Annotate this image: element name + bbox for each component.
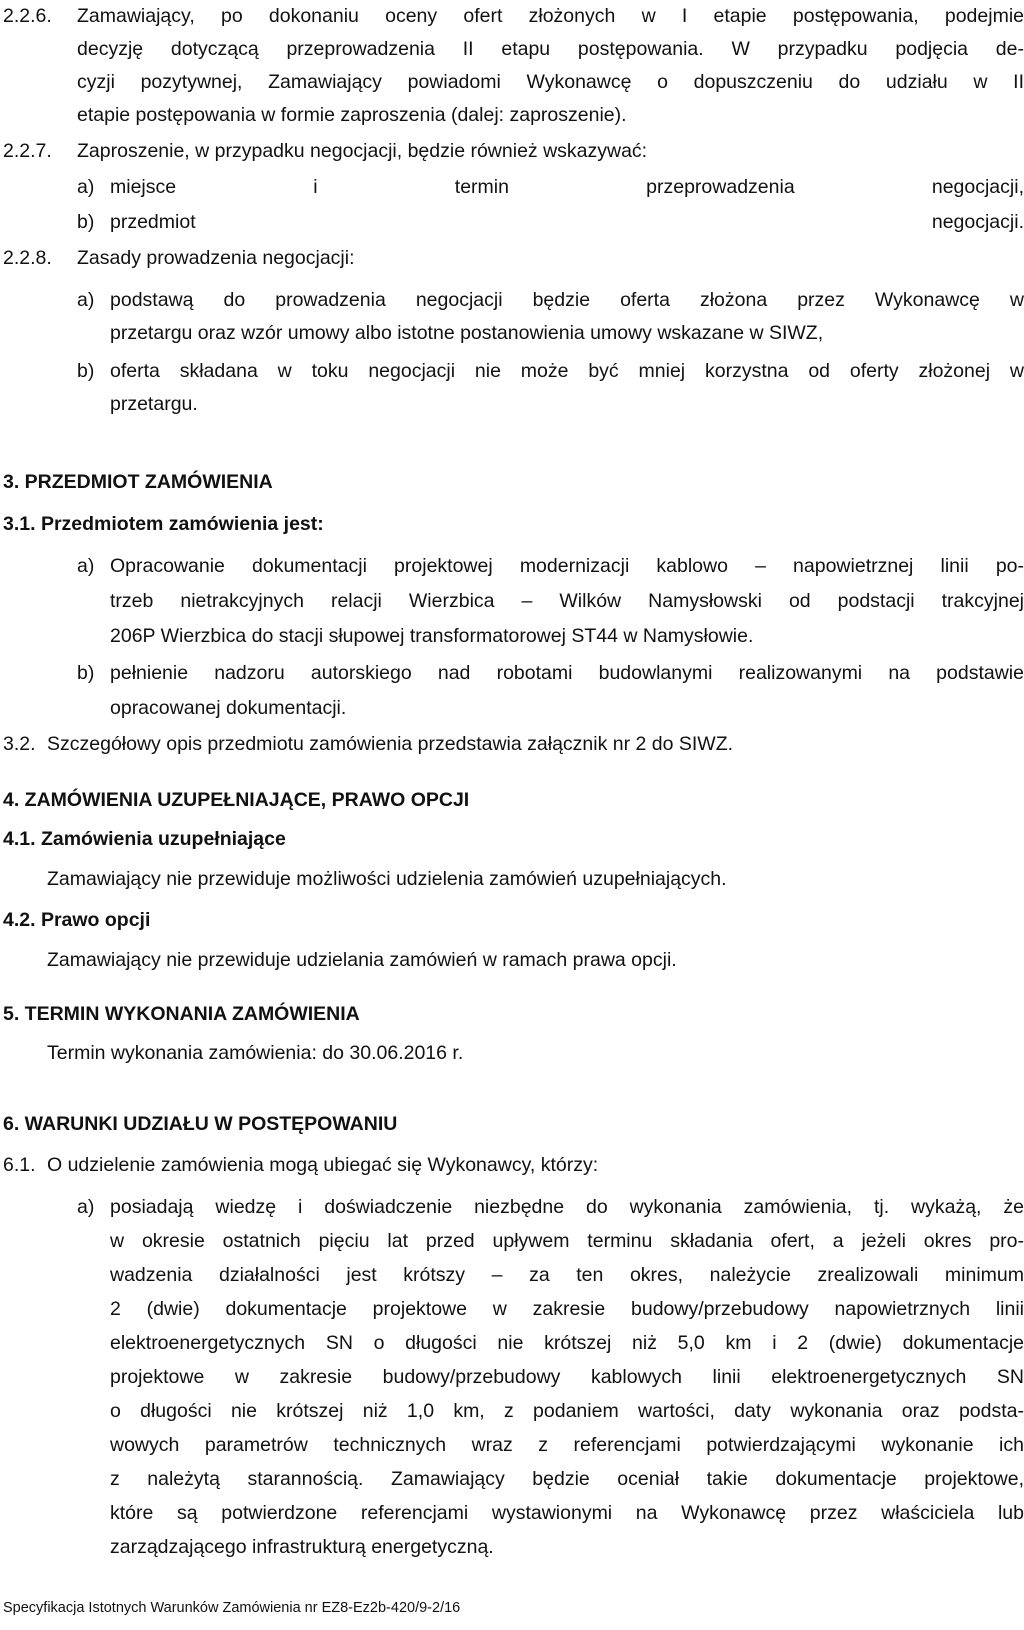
paragraph-line: Zamawiający, po dokonaniu oceny ofert złożonych w I etapie postępowania, podejmie — [77, 5, 1024, 27]
section-number: 2.2.8. — [3, 247, 52, 269]
list-text-line: w okresie ostatnich pięciu lat przed upływem terminu składania ofert, a jeżeli okres pro- — [110, 1230, 1024, 1252]
list-text-line: elektroenergetycznych SN o długości nie krótszej niż 5,0 km i 2 (dwie) dokumentacje — [110, 1332, 1024, 1354]
list-text: przedmiot negocjacji. — [110, 211, 1024, 233]
paragraph-line: decyzję dotyczącą przeprowadzenia II etapu postępowania. W przypadku podjęcia de- — [77, 38, 1024, 60]
section-heading: 5. TERMIN WYKONANIA ZAMÓWIENIA — [3, 1003, 360, 1025]
subsection-heading: 4.2. Prawo opcji — [3, 909, 151, 931]
list-label: a) — [77, 1196, 95, 1218]
section-heading: 3. PRZEDMIOT ZAMÓWIENIA — [3, 471, 273, 493]
list-label: a) — [77, 289, 95, 311]
paragraph-text: O udzielenie zamówienia mogą ubiegać się Wykonawcy, którzy: — [47, 1154, 599, 1176]
list-text-line: przetargu. — [110, 393, 198, 415]
list-text: miejsce i termin przeprowadzenia negocjacji, — [110, 176, 1024, 198]
paragraph-line: cyzji pozytywnej, Zamawiający powiadomi Wykonawcę o dopuszczeniu do udziału w II — [77, 71, 1024, 93]
paragraph-text: Zasady prowadzenia negocjacji: — [77, 247, 355, 269]
section-number: 2.2.6. — [3, 5, 52, 27]
list-text-line: 206P Wierzbica do stacji słupowej transformatorowej ST44 w Namysłowie. — [110, 625, 754, 647]
list-text-line: z należytą starannością. Zamawiający będzie oceniał takie dokumentacje projektowe, — [110, 1468, 1024, 1490]
section-number: 2.2.7. — [3, 140, 52, 162]
paragraph-text: Zamawiający nie przewiduje możliwości udzielenia zamówień uzupełniających. — [47, 868, 727, 890]
list-label: a) — [77, 555, 95, 577]
paragraph-text: Zaproszenie, w przypadku negocjacji, będzie również wskazywać: — [77, 140, 648, 162]
list-text-line: pełnienie nadzoru autorskiego nad robotami budowlanymi realizowanymi na podstawie — [110, 662, 1024, 684]
list-text-line: oferta składana w toku negocjacji nie może być mniej korzystna od oferty złożonej w — [110, 360, 1024, 382]
list-text-line: trzeb nietrakcyjnych relacji Wierzbica – Wilków Namysłowski od podstacji trakcyjnej — [110, 590, 1024, 612]
subsection-heading: 4.1. Zamówienia uzupełniające — [3, 828, 286, 850]
section-heading: 6. WARUNKI UDZIAŁU W POSTĘPOWANIU — [3, 1113, 398, 1135]
list-text-line: które są potwierdzone referencjami wystawionymi na Wykonawcę przez właściciela lub — [110, 1502, 1024, 1524]
list-text-line: posiadają wiedzę i doświadczenie niezbędne do wykonania zamówienia, tj. wykażą, że — [110, 1196, 1024, 1218]
list-label: b) — [77, 662, 95, 684]
section-number: 3.2. — [3, 733, 36, 755]
section-heading: 4. ZAMÓWIENIA UZUPEŁNIAJĄCE, PRAWO OPCJI — [3, 789, 470, 811]
list-text-line: zarządzającego infrastrukturą energetyczną. — [110, 1536, 494, 1558]
list-label: b) — [77, 211, 95, 233]
section-number: 6.1. — [3, 1154, 36, 1176]
list-text-line: Opracowanie dokumentacji projektowej modernizacji kablowo – napowietrznej linii po- — [110, 555, 1024, 577]
list-text-line: przetargu oraz wzór umowy albo istotne postanowienia umowy wskazane w SIWZ, — [110, 322, 824, 344]
paragraph-text: Zamawiający nie przewiduje udzielania zamówień w ramach prawa opcji. — [47, 949, 677, 971]
list-text-line: 2 (dwie) dokumentacje projektowe w zakresie budowy/przebudowy napowietrznych linii — [110, 1298, 1024, 1320]
list-text-line: wadzenia działalności jest krótszy – za ten okres, należycie zrealizowali minimum — [110, 1264, 1024, 1286]
list-text-line: wowych parametrów technicznych wraz z referencjami potwierdzającymi wykonanie ich — [110, 1434, 1024, 1456]
subsection-heading: 3.1. Przedmiotem zamówienia jest: — [3, 513, 324, 535]
list-text-line: opracowanej dokumentacji. — [110, 697, 347, 719]
paragraph-text: Szczegółowy opis przedmiotu zamówienia przedstawia załącznik nr 2 do SIWZ. — [47, 733, 734, 755]
paragraph-line: etapie postępowania w formie zaproszenia (dalej: zaproszenie). — [77, 104, 627, 126]
list-text-line: o długości nie krótszej niż 1,0 km, z podaniem wartości, daty wykonania oraz podsta- — [110, 1400, 1024, 1422]
list-label: a) — [77, 176, 95, 198]
list-text-line: projektowe w zakresie budowy/przebudowy kablowych linii elektroenergetycznych SN — [110, 1366, 1024, 1388]
list-label: b) — [77, 360, 95, 382]
paragraph-text: Termin wykonania zamówienia: do 30.06.2016 r. — [47, 1042, 464, 1064]
list-text-line: podstawą do prowadzenia negocjacji będzie oferta złożona przez Wykonawcę w — [110, 289, 1024, 311]
page-footer: Specyfikacja Istotnych Warunków Zamówienia nr EZ8-Ez2b-420/9-2/16 — [3, 1600, 461, 1616]
